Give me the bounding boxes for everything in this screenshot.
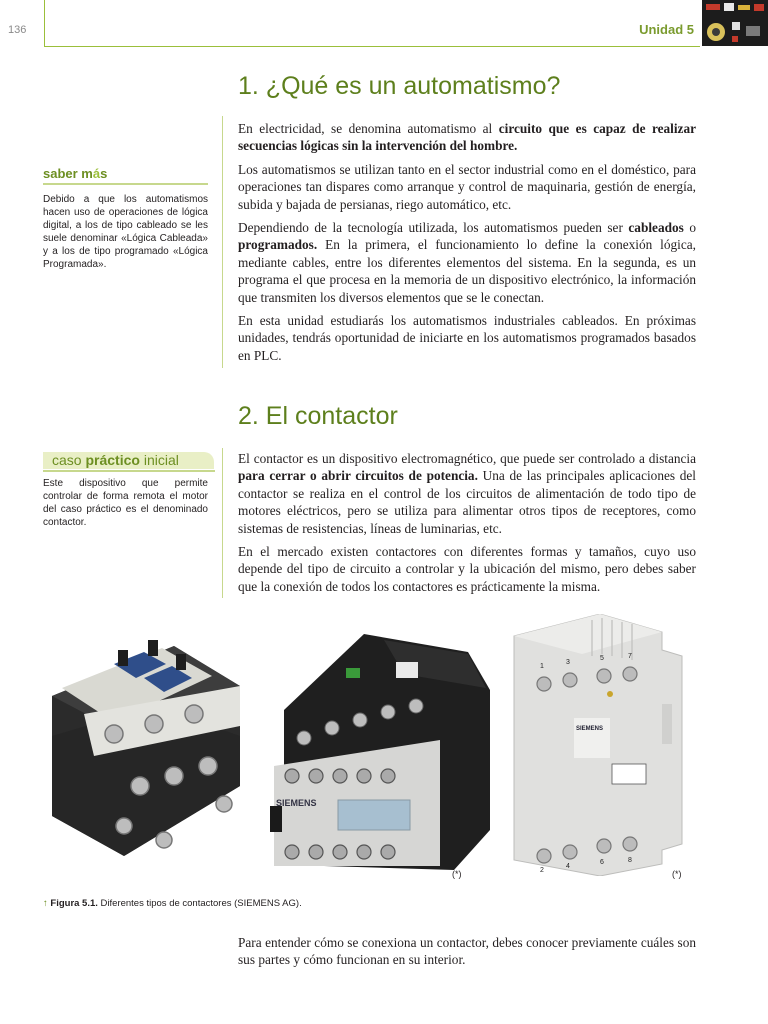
section-1-title: 1. ¿Qué es un automatismo? (238, 72, 561, 100)
page-number: 136 (8, 24, 27, 36)
section-2-title: 2. El contactor (238, 402, 398, 430)
figure-caption: ↑ Figura 5.1. Diferentes tipos de contactores (SIEMENS AG). (43, 898, 302, 909)
saber-mas-text: Debido a que los automatismos hacen uso de operaciones de lógica digital, a los de tipo cableado se les suele denominar «Lógica Cableada» y a los de tipo programado «Lógica Programada». (43, 194, 208, 270)
header-vertical-rule (44, 0, 45, 46)
header-horizontal-rule (44, 46, 700, 47)
closing-paragraph (238, 934, 696, 975)
siemens-brand-label-2: SIEMENS (576, 726, 604, 732)
svg-text:1: 1 (540, 663, 544, 670)
unit-header-image (702, 0, 768, 46)
figure-asterisk: (*) (672, 869, 682, 879)
siemens-brand-label: SIEMENS (276, 798, 317, 808)
contactor-image-2 (264, 630, 500, 880)
paragraph: Para entender cómo se conexiona un contactor, debes conocer previamente cuáles son sus partes y cómo funcionan en su interior. (238, 935, 696, 968)
svg-text:8: 8 (628, 857, 632, 864)
svg-text:3: 3 (566, 659, 570, 666)
paragraph: En electricidad, se denomina automatismo al circuito que es capaz de realizar secuencias lógicas sin la intervención del hombre. (238, 121, 696, 154)
paragraph: Dependiendo de la tecnología utilizada, los automatismos pueden ser cableados o programados. En la primera, el funcionamiento lo define la conexión lógica, mediante cables, entre los diferentes elementos del sistema. En la segunda, es un programa el que procesa en la memoria de un dispositivo electrónico, la información que transmiten los diversos elementos que se le conectan. (238, 220, 696, 305)
paragraph: El contactor es un dispositivo electromagnético, que puede ser controlado a distancia para cerrar o abrir circuitos de potencia. Una de las principales aplicaciones del contactor se realiza en el control de los circuitos de alimentación de todo tipo de motores eléctricos, pero se utiliza para alimentar otros tipos de receptores, como sistemas de resistencias, líneas de luminarias, etc. (238, 451, 697, 536)
svg-text:5: 5 (600, 655, 604, 662)
figure-asterisk: (*) (452, 869, 462, 879)
section-1-body (238, 120, 696, 370)
contactor-image-3 (512, 614, 696, 876)
caso-practico-label: caso práctico inicial (43, 452, 214, 469)
section-1-margin-rule (222, 116, 223, 368)
up-arrow-icon: ↑ (43, 898, 48, 909)
saber-mas-title: saber más (43, 166, 108, 181)
paragraph: Los automatismos se utilizan tanto en el sector industrial como en el doméstico, para operaciones tan dispares como arranque y control de maquinaria, gestión de energía, subida y bajada de persianas, riego automático, etc. (238, 161, 696, 212)
svg-text:4: 4 (566, 863, 570, 870)
caso-practico-underline (43, 470, 215, 472)
section-2-margin-rule (222, 448, 223, 598)
contactor-image-1 (44, 626, 244, 866)
section-2-body (238, 450, 696, 601)
saber-mas-underline (43, 183, 208, 185)
svg-text:7: 7 (628, 653, 632, 660)
svg-text:2: 2 (540, 867, 544, 874)
paragraph: En el mercado existen contactores con diferentes formas y tamaños, cuyo uso depende del tipo de circuito a controlar y la ubicación del mismo, pero debes saber que la conexión de todos los contactores es prácticamente la misma. (238, 544, 696, 594)
svg-text:6: 6 (600, 859, 604, 866)
paragraph: En esta unidad estudiarás los automatismos industriales cableados. En próximas unidades, tendrás oportunidad de iniciarte en los automatismos programados basados en PLC. (238, 313, 696, 363)
unit-label: Unidad 5 (639, 22, 694, 37)
caso-practico-text: Este dispositivo que permite controlar de forma remota el motor del caso práctico es el denominado contactor. (43, 478, 208, 528)
